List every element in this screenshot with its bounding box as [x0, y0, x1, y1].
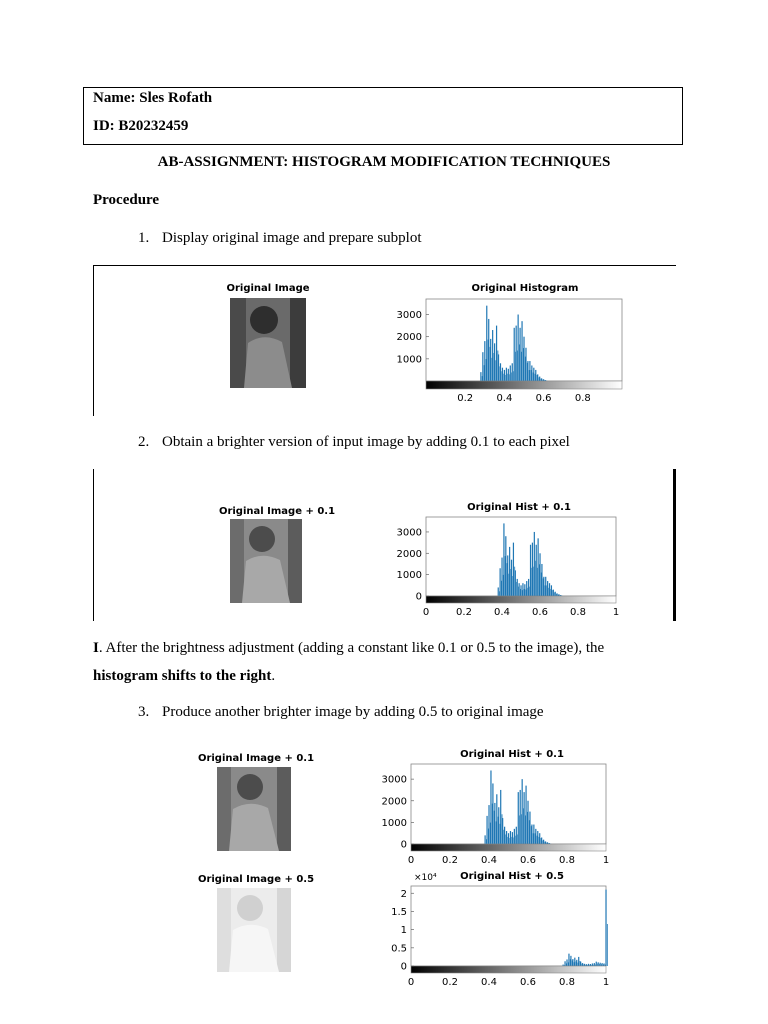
histogram-bar	[580, 962, 581, 966]
student-name: Name: Sles Rofath	[93, 90, 213, 106]
y-tick-label: 0	[400, 839, 407, 851]
histogram-bar	[605, 890, 606, 966]
histogram-bar	[520, 585, 521, 596]
plot-area	[411, 886, 606, 966]
histogram-bar	[584, 964, 585, 966]
histogram-bar	[498, 354, 499, 381]
histogram-bar	[525, 786, 526, 844]
histogram-bar	[541, 564, 542, 596]
plot-area	[411, 764, 606, 844]
step-text: Produce another brighter image by adding 0.5 to original image	[162, 704, 544, 720]
histogram-bar	[504, 370, 505, 381]
histogram-bar	[522, 583, 523, 596]
y-tick-label: 0	[400, 961, 407, 973]
hist-plus-01-plot-b	[375, 762, 615, 866]
histogram-bar	[535, 370, 536, 381]
histogram-bar	[486, 306, 487, 381]
histogram-bar	[572, 959, 573, 966]
histogram-bar	[521, 321, 522, 381]
histogram-bar	[494, 343, 495, 381]
x-tick-label: 0.8	[559, 855, 575, 866]
histogram-bar	[492, 330, 493, 381]
y-tick-label: 2	[400, 888, 407, 900]
histogram-bar	[533, 825, 534, 844]
histogram-bar	[545, 841, 546, 844]
histogram-bar	[494, 803, 495, 844]
student-info-box	[83, 87, 683, 145]
step-1	[138, 230, 422, 247]
histogram-bar	[607, 924, 608, 966]
histogram-bar	[488, 319, 489, 381]
x-tick-label: 0.4	[481, 855, 497, 866]
original-image	[230, 298, 306, 388]
histogram-bar	[537, 831, 538, 844]
figure-3a-hist-title: Original Hist + 0.1	[460, 749, 564, 760]
histogram-bar	[516, 827, 517, 844]
histogram-bar	[529, 812, 530, 844]
figure-3b-exponent: ×10⁴	[414, 873, 437, 883]
histogram-bar	[503, 523, 504, 596]
brightened-image-01	[230, 519, 302, 603]
x-tick-label: 0.8	[559, 977, 575, 988]
y-tick-label: 0.5	[391, 943, 407, 955]
histogram-bar	[598, 962, 599, 966]
histogram-bar	[508, 369, 509, 381]
y-tick-label: 3000	[381, 774, 407, 786]
histogram-bar	[504, 827, 505, 844]
histogram-bar	[502, 818, 503, 844]
grayscale-colorbar	[426, 381, 622, 389]
figure-3b-image-title: Original Image + 0.5	[197, 874, 315, 885]
x-tick-label: 0.6	[535, 393, 552, 404]
histogram-bar	[532, 543, 533, 596]
x-tick-label: 0.2	[457, 393, 474, 404]
histogram-bar	[484, 341, 485, 381]
y-tick-label: 1.5	[391, 906, 407, 918]
histogram-bar	[508, 833, 509, 844]
figure-1-hist-title: Original Histogram	[471, 283, 579, 294]
hist-plus-01-plot	[390, 515, 630, 619]
histogram-bar	[535, 829, 536, 844]
x-tick-label: 0.8	[574, 393, 591, 404]
grayscale-colorbar	[426, 596, 616, 603]
x-tick-label: 0.4	[496, 393, 513, 404]
observation-suffix: .	[271, 668, 276, 684]
histogram-bar	[496, 794, 497, 844]
x-tick-label: 0	[407, 855, 415, 866]
student-id: ID: B20232459	[93, 118, 189, 134]
histogram-bar	[568, 954, 569, 966]
histogram-bar	[530, 545, 531, 596]
y-tick-label: 3000	[396, 310, 422, 322]
histogram-bar	[488, 805, 489, 844]
histogram-bar	[509, 547, 510, 596]
histogram-bar	[520, 790, 521, 844]
histogram-bar	[541, 378, 542, 381]
figure-1	[93, 265, 676, 416]
histogram-bar	[531, 365, 532, 381]
figure-2-border	[673, 469, 676, 621]
histogram-bar	[538, 538, 539, 596]
histogram-bar	[526, 581, 527, 596]
histogram-bar	[490, 339, 491, 381]
histogram-bar	[531, 825, 532, 844]
original-histogram-plot	[384, 296, 634, 406]
histogram-bar	[539, 833, 540, 844]
grayscale-colorbar	[411, 844, 606, 851]
histogram-bar	[557, 593, 558, 596]
histogram-bar	[553, 590, 554, 596]
histogram-bar	[511, 560, 512, 596]
step-number: 2.	[138, 434, 150, 450]
histogram-bar	[500, 568, 501, 596]
histogram-bar	[600, 963, 601, 966]
histogram-bar	[534, 532, 535, 596]
histogram-bar	[485, 835, 486, 844]
histogram-bar	[518, 315, 519, 381]
histogram-bar	[541, 838, 542, 844]
histogram-bar	[486, 816, 487, 844]
y-tick-label: 2000	[381, 796, 407, 808]
histogram-bar	[492, 783, 493, 844]
histogram-bar	[506, 368, 507, 381]
histogram-bar	[555, 592, 556, 596]
histogram-bar	[570, 956, 571, 966]
x-tick-label: 0.2	[442, 977, 458, 988]
histogram-bar	[537, 374, 538, 381]
histogram-bar	[524, 792, 525, 844]
histogram-bar	[527, 361, 528, 381]
histogram-bar	[498, 587, 499, 596]
observation-line-2	[93, 668, 693, 685]
histogram-bar	[582, 963, 583, 966]
histogram-bar	[512, 832, 513, 844]
histogram-bar	[507, 555, 508, 596]
histogram-bar	[513, 543, 514, 596]
histogram-bar	[514, 829, 515, 844]
observation-prefix: I	[93, 640, 99, 656]
histogram-bar	[551, 585, 552, 596]
histogram-bar	[500, 790, 501, 844]
y-tick-label: 1000	[381, 817, 407, 829]
histogram-bar	[574, 958, 575, 966]
histogram-bar	[498, 807, 499, 844]
histogram-bar	[592, 963, 593, 966]
histogram-bar	[512, 363, 513, 381]
grayscale-colorbar	[411, 966, 606, 973]
x-tick-label: 1	[602, 855, 610, 866]
figure-3	[180, 748, 620, 988]
x-tick-label: 0	[422, 607, 430, 618]
histogram-bar	[576, 960, 577, 966]
histogram-bar	[518, 792, 519, 844]
step-number: 1.	[138, 230, 150, 246]
histogram-bar	[515, 570, 516, 596]
histogram-bar	[539, 377, 540, 381]
histogram-bar	[529, 361, 530, 381]
y-tick-label: 2000	[396, 332, 422, 344]
histogram-bar	[480, 372, 481, 381]
histogram-bar	[547, 581, 548, 596]
histogram-bar	[501, 558, 502, 596]
histogram-bar	[496, 326, 497, 381]
histogram-bar	[519, 328, 520, 381]
histogram-bar	[588, 964, 589, 966]
histogram-bar	[522, 779, 523, 844]
histogram-bar	[519, 583, 520, 596]
histogram-bar	[514, 328, 515, 381]
x-tick-label: 0.2	[442, 855, 458, 866]
histogram-bar	[506, 831, 507, 844]
x-tick-label: 1	[612, 607, 620, 618]
step-2	[138, 434, 570, 451]
x-tick-label: 0.6	[520, 977, 536, 988]
histogram-bar	[536, 545, 537, 596]
x-tick-label: 0.6	[532, 607, 548, 618]
histogram-bar	[510, 365, 511, 381]
x-tick-label: 0.8	[570, 607, 586, 618]
figure-2-image-title: Original Image + 0.1	[218, 506, 336, 517]
histogram-bar	[566, 959, 567, 966]
document-title: AB-ASSIGNMENT: HISTOGRAM MODIFICATION TECHNIQUES	[157, 154, 611, 170]
observation-line-1	[93, 640, 693, 657]
histogram-bar	[502, 368, 503, 381]
procedure-heading: Procedure	[93, 192, 160, 208]
figure-3b-hist-title: Original Hist + 0.5	[460, 871, 564, 882]
histogram-bar	[490, 770, 491, 844]
y-tick-label: 2000	[396, 548, 422, 560]
histogram-bar	[545, 577, 546, 596]
figure-1-image-title: Original Image	[226, 283, 310, 294]
step-text: Display original image and prepare subplot	[162, 230, 422, 246]
histogram-bar	[533, 368, 534, 381]
histogram-bar	[527, 801, 528, 844]
histogram-bar	[549, 583, 550, 596]
observation-highlight: histogram shifts to the right	[93, 668, 272, 684]
y-tick-label: 0	[415, 591, 422, 603]
x-tick-label: 0	[407, 977, 415, 988]
x-tick-label: 0.2	[456, 607, 472, 618]
histogram-bar	[564, 961, 565, 966]
histogram-bar	[543, 577, 544, 596]
x-tick-label: 1	[602, 977, 610, 988]
brightened-image-01-b	[217, 767, 291, 851]
x-tick-label: 0.4	[494, 607, 510, 618]
histogram-bar	[578, 957, 579, 966]
observation-text: . After the brightness adjustment (adding a constant like 0.1 or 0.5 to the image), the	[98, 640, 605, 656]
figure-2-hist-title: Original Hist + 0.1	[467, 502, 571, 513]
histogram-bar	[603, 963, 604, 966]
plot-area	[426, 517, 616, 596]
histogram-bar	[505, 536, 506, 596]
histogram-bar	[596, 962, 597, 966]
brightened-image-05	[217, 888, 291, 972]
figure-3a-image-title: Original Image + 0.1	[197, 753, 315, 764]
histogram-bar	[539, 553, 540, 596]
y-tick-label: 1	[400, 925, 407, 937]
step-text: Obtain a brighter version of input image by adding 0.1 to each pixel	[162, 434, 570, 450]
step-3	[138, 704, 544, 721]
y-tick-label: 3000	[396, 527, 422, 539]
histogram-bar	[528, 579, 529, 596]
x-tick-label: 0.4	[481, 977, 497, 988]
histogram-bar	[524, 584, 525, 596]
histogram-bar	[594, 963, 595, 966]
histogram-bar	[543, 840, 544, 844]
hist-plus-05-plot	[375, 884, 615, 988]
histogram-bar	[510, 831, 511, 844]
histogram-bar	[500, 363, 501, 381]
x-tick-label: 0.6	[520, 855, 536, 866]
histogram-bar	[517, 579, 518, 596]
histogram-bar	[525, 348, 526, 381]
y-tick-label: 1000	[396, 570, 422, 582]
histogram-bar	[482, 352, 483, 381]
step-number: 3.	[138, 704, 150, 720]
histogram-bar	[523, 337, 524, 381]
y-tick-label: 1000	[396, 354, 422, 366]
histogram-bar	[602, 963, 603, 966]
histogram-bar	[516, 326, 517, 381]
figure-2	[93, 469, 676, 621]
